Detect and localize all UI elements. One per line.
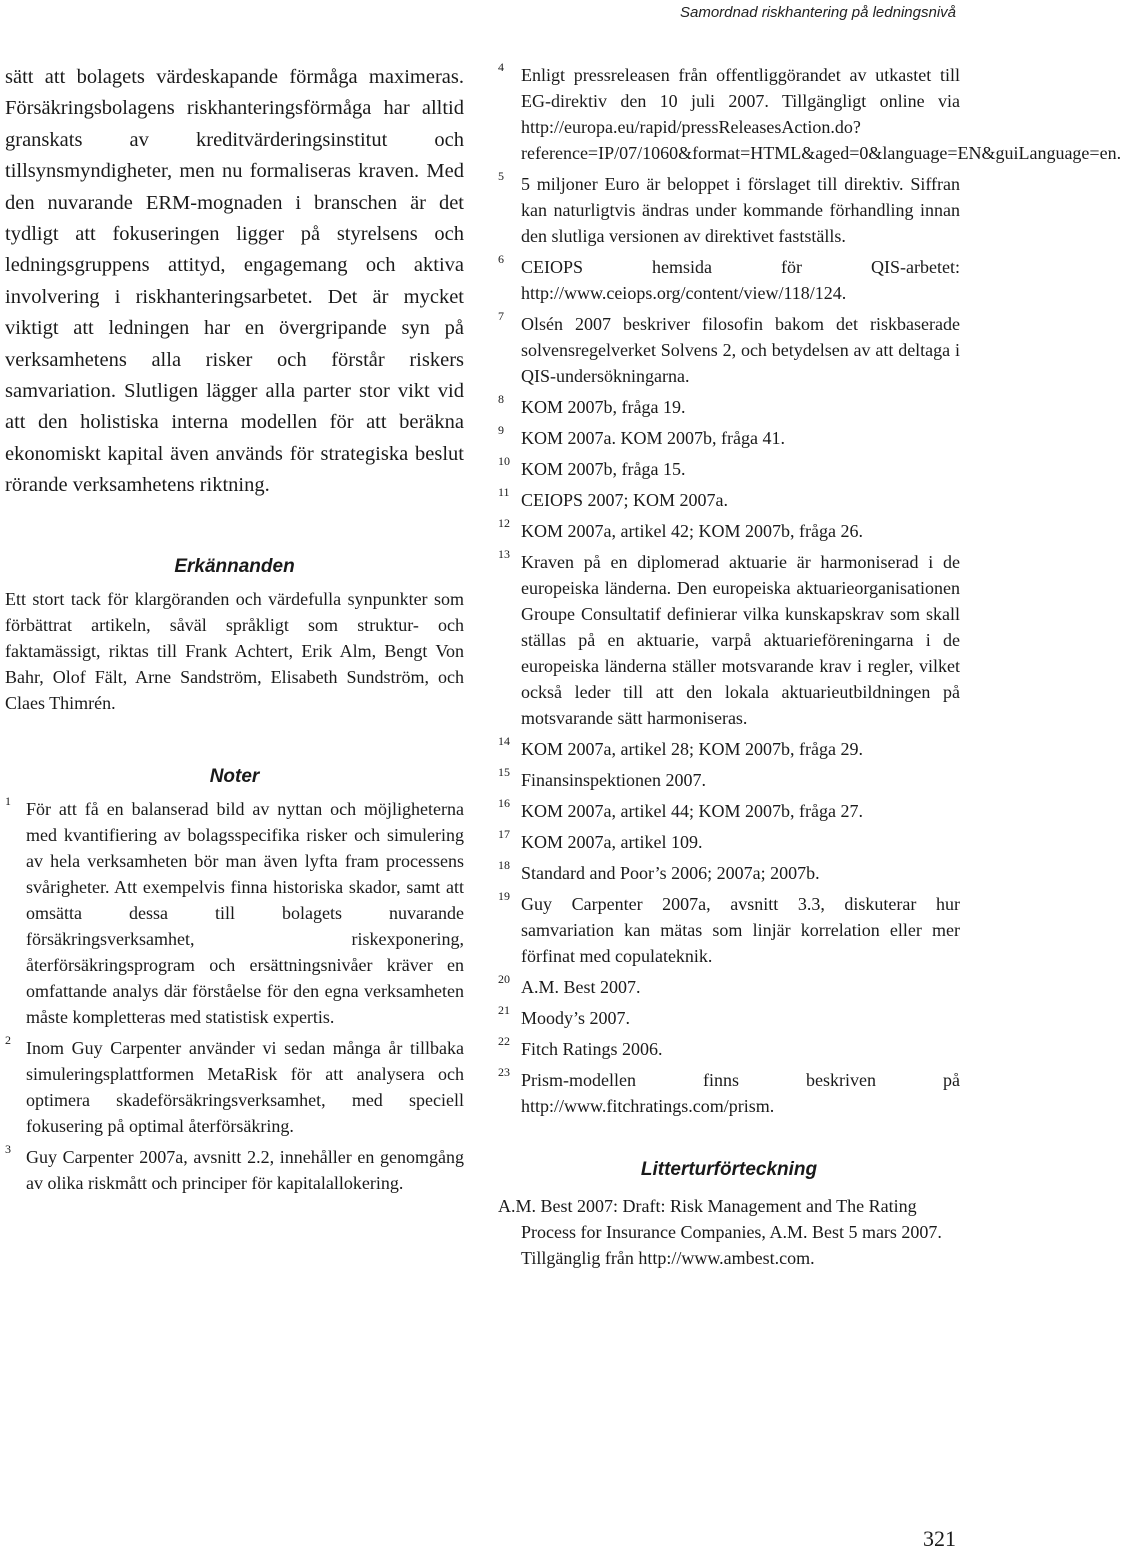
- note-number: 14: [498, 734, 510, 748]
- left-column: [5, 62, 464, 1201]
- note-number: 5: [498, 169, 504, 183]
- note-14: [498, 736, 960, 762]
- note-number: 15: [498, 765, 510, 779]
- note-3: [5, 1141, 464, 1196]
- note-22: [498, 1036, 960, 1062]
- literature-item: A.M. Best 2007: Draft: Risk Management and The Rating Process for Insurance Companies, A.M. Best 5 mars 2007. Tillgänglig från http://www.ambest.com.: [498, 1196, 942, 1268]
- note-number: 22: [498, 1034, 510, 1048]
- note-number: 11: [498, 485, 510, 499]
- note-4: [498, 60, 1121, 166]
- note-number: 8: [498, 392, 504, 406]
- note-text: Finansinspektionen 2007.: [521, 770, 706, 790]
- note-number: 2: [5, 1032, 11, 1047]
- note-text: Prism-modellen finns beskriven på http://www.fitchratings.com/prism.: [521, 1070, 960, 1116]
- body-paragraph: sätt att bolagets värdeskapande förmåga maximeras. Försäkringsbolagens riskhanteringsförmåga har alltid granskats av kreditvärderingsinstitut och tillsynsmyndigheter, men nu formaliseras kraven. Med den nuvarande ERM-mognaden i branschen är det tydligt att fokuseringen ligger på styrelsens och ledningsgruppens attityd, engagemang och aktiva involvering i riskhanteringsarbetet. Det är mycket viktigt att ledningen har en övergripande syn på verksamhetens alla risker och förstår riskers samvariation. Slutligen lägger alla parter stor vikt vid att den holistiska interna modellen för att beräkna ekonomiskt kapital även används för strategiska beslut rörande verksamhetens riktning.: [5, 66, 464, 497]
- note-text: KOM 2007a, artikel 28; KOM 2007b, fråga 29.: [521, 739, 863, 759]
- note-text: Olsén 2007 beskriver filosofin bakom det riskbaserade solvensregelverket Solvens 2, och betydelsen av att deltaga i QIS-undersökningarna.: [521, 314, 960, 386]
- note-text: KOM 2007a, artikel 44; KOM 2007b, fråga 27.: [521, 801, 863, 821]
- note-number: 1: [5, 793, 11, 808]
- note-text: För att få en balanserad bild av nyttan och möjligheterna med kvantifiering av bolagsspecifika risker och simulering av hela verksamheten bör man även lyfta fram processens svårigheter. Att exempelvis finna historiska skador, samt att omsätta dessa till bolagets nuvarande försäkringsverksamhet, riskexponering, återförsäkringsprogram och ersättningsnivåer kräver en omfattande analys där förståelse för den egna verksamheten måste kompletteras med statistisk expertis.: [26, 798, 464, 1027]
- page-number: 321: [923, 1526, 956, 1551]
- note-number: 16: [498, 796, 510, 810]
- note-text: KOM 2007b, fråga 19.: [521, 397, 686, 417]
- note-2: [5, 1032, 464, 1139]
- note-text: CEIOPS 2007; KOM 2007a.: [521, 490, 729, 510]
- note-text: Enligt pressreleasen från offentliggörandet av utkastet till EG-direktiv den 10 juli 2007. Tillgängligt online via http://europa.eu/rapid/pressReleasesAction.do?reference=IP/07/1060&format=HTML&aged=0&language=EN&guiLanguage=en.: [521, 65, 1121, 163]
- right-column: [498, 60, 1121, 1271]
- note-15: [498, 767, 960, 793]
- note-text: CEIOPS hemsida för QIS-arbetet: http://www.ceiops.org/content/view/118/124.: [521, 257, 960, 303]
- note-text: A.M. Best 2007.: [521, 977, 641, 997]
- note-number: 12: [498, 516, 510, 530]
- note-number: 19: [498, 889, 510, 903]
- note-number: 3: [5, 1141, 11, 1156]
- note-number: 18: [498, 858, 510, 872]
- note-6: [498, 254, 960, 306]
- note-text: Guy Carpenter 2007a, avsnitt 3.3, diskuterar hur samvariation kan mätas som linjär korrelation eller mer förfinat med copulateknik.: [521, 894, 960, 966]
- note-1: [5, 793, 464, 1030]
- notes-heading: Noter: [209, 765, 260, 787]
- note-9: [498, 425, 960, 451]
- note-text: KOM 2007a, artikel 109.: [521, 832, 703, 852]
- acknowledgements-heading: Erkännanden: [174, 555, 295, 577]
- note-19: [498, 891, 960, 969]
- note-20: [498, 974, 960, 1000]
- note-text: KOM 2007a. KOM 2007b, fråga 41.: [521, 428, 785, 448]
- running-header: Samordnad riskhantering på ledningsnivå: [679, 4, 956, 21]
- note-number: 23: [498, 1065, 510, 1079]
- note-10: [498, 456, 960, 482]
- literature-heading: Litterturförteckning: [640, 1159, 818, 1180]
- note-text: 5 miljoner Euro är beloppet i förslaget till direktiv. Siffran kan naturligtvis ändras under kommande förhandling innan den slutliga versionen av direktivet fastställs.: [521, 174, 960, 246]
- note-number: 9: [498, 423, 504, 437]
- note-number: 7: [498, 309, 504, 323]
- note-13: [498, 549, 960, 731]
- note-text: KOM 2007a, artikel 42; KOM 2007b, fråga 26.: [521, 521, 863, 541]
- note-number: 4: [498, 60, 504, 74]
- note-text: Fitch Ratings 2006.: [521, 1039, 663, 1059]
- note-18: [498, 860, 960, 886]
- note-16: [498, 798, 960, 824]
- note-text: Moody’s 2007.: [521, 1008, 631, 1028]
- note-8: [498, 394, 960, 420]
- note-text: Inom Guy Carpenter använder vi sedan många år tillbaka simuleringsplattformen MetaRisk för att analysera och optimera skadeförsäkringsverksamhet, med speciell fokusering på optimal återförsäkring.: [26, 1037, 464, 1136]
- note-number: 6: [498, 252, 504, 266]
- note-number: 13: [498, 547, 510, 561]
- note-text: Guy Carpenter 2007a, avsnitt 2.2, innehåller en genomgång av olika riskmått och principer för kapitalallokering.: [26, 1146, 464, 1193]
- note-5: [498, 171, 960, 249]
- note-12: [498, 518, 960, 544]
- note-7: [498, 311, 960, 389]
- note-17: [498, 829, 960, 855]
- note-21: [498, 1005, 960, 1031]
- note-number: 20: [498, 972, 510, 986]
- note-number: 10: [498, 454, 510, 468]
- note-11: [498, 487, 960, 513]
- note-text: Kraven på en diplomerad aktuarie är harmoniserad i de europeiska länderna. Den europeiska aktuarieorganisationen Groupe Consultatif definierar vilka kunskapskrav som skall ställas på en aktuarie, varpå aktuarieföreningarna i de europeiska länderna ställer motsvarande krav i regler, vilket också leder till att den lokala aktuarieutbildningen på motsvarande sätt harmoniseras.: [521, 552, 960, 728]
- note-text: Standard and Poor’s 2006; 2007a; 2007b.: [521, 863, 820, 883]
- note-23: [498, 1067, 960, 1119]
- note-number: 21: [498, 1003, 510, 1017]
- note-text: KOM 2007b, fråga 15.: [521, 459, 686, 479]
- acknowledgements-text: Ett stort tack för klargöranden och värdefulla synpunkter som förbättrat artikeln, såväl språkligt som struktur- och faktamässigt, riktas till Frank Achtert, Erik Alm, Bengt Von Bahr, Olof Fält, Arne Sandström, Elisabeth Sundström, och Claes Thimrén.: [5, 588, 464, 713]
- note-number: 17: [498, 827, 510, 841]
